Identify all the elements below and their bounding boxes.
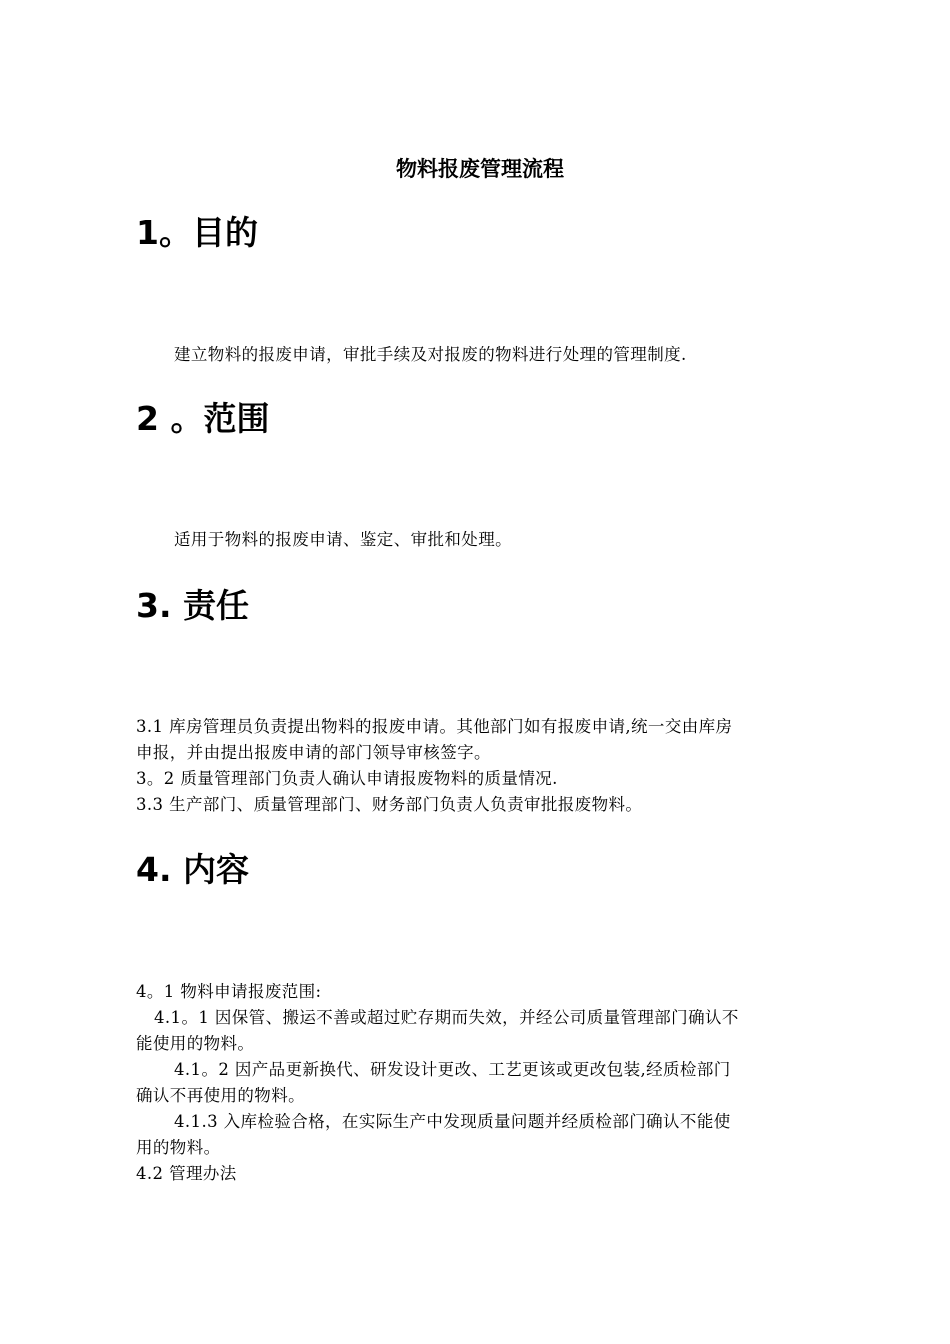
paragraph-responsibility-3-1: 3.1 库房管理员负责提出物料的报废申请。其他部门如有报废申请,统一交由库房	[136, 717, 733, 736]
paragraph-responsibility-3-3: 3.3 生产部门、质量管理部门、财务部门负责人负责审批报废物料。	[136, 795, 643, 814]
section-heading-content: 4. 内容	[136, 850, 249, 889]
paragraph-content-4-1-2: 4.1。2 因产品更新换代、研发设计更改、工艺更该或更改包装,经质检部门	[174, 1060, 731, 1079]
paragraph-responsibility-3-2: 3。2 质量管理部门负责人确认申请报废物料的质量情况.	[136, 769, 558, 788]
paragraph-content-4-1-2-cont: 确认不再使用的物料。	[136, 1086, 305, 1105]
paragraph-responsibility-3-1-cont: 申报，并由提出报废申请的部门领导审核签字。	[136, 743, 491, 762]
paragraph-content-4-1-1-cont: 能使用的物料。	[136, 1034, 255, 1053]
paragraph-content-4-1-1: 4.1。1 因保管、搬运不善或超过贮存期而失效，并经公司质量管理部门确认不	[154, 1008, 739, 1027]
paragraph-content-4-1-3-cont: 用的物料。	[136, 1138, 221, 1157]
paragraph-content-4-1: 4。1 物料申请报废范围:	[136, 982, 322, 1001]
paragraph-scope: 适用于物料的报废申请、鉴定、审批和处理。	[174, 530, 512, 549]
paragraph-content-4-1-3: 4.1.3 入库检验合格，在实际生产中发现质量问题并经质检部门确认不能使	[174, 1112, 731, 1131]
section-heading-responsibility: 3. 责任	[136, 586, 249, 625]
paragraph-purpose: 建立物料的报废申请，审批手续及对报废的物料进行处理的管理制度.	[174, 345, 687, 364]
paragraph-content-4-2: 4.2 管理办法	[136, 1164, 237, 1183]
document-title: 物料报废管理流程	[396, 157, 564, 181]
section-heading-scope: 2 。范围	[136, 399, 270, 438]
section-heading-purpose: 1。目的	[136, 213, 258, 252]
